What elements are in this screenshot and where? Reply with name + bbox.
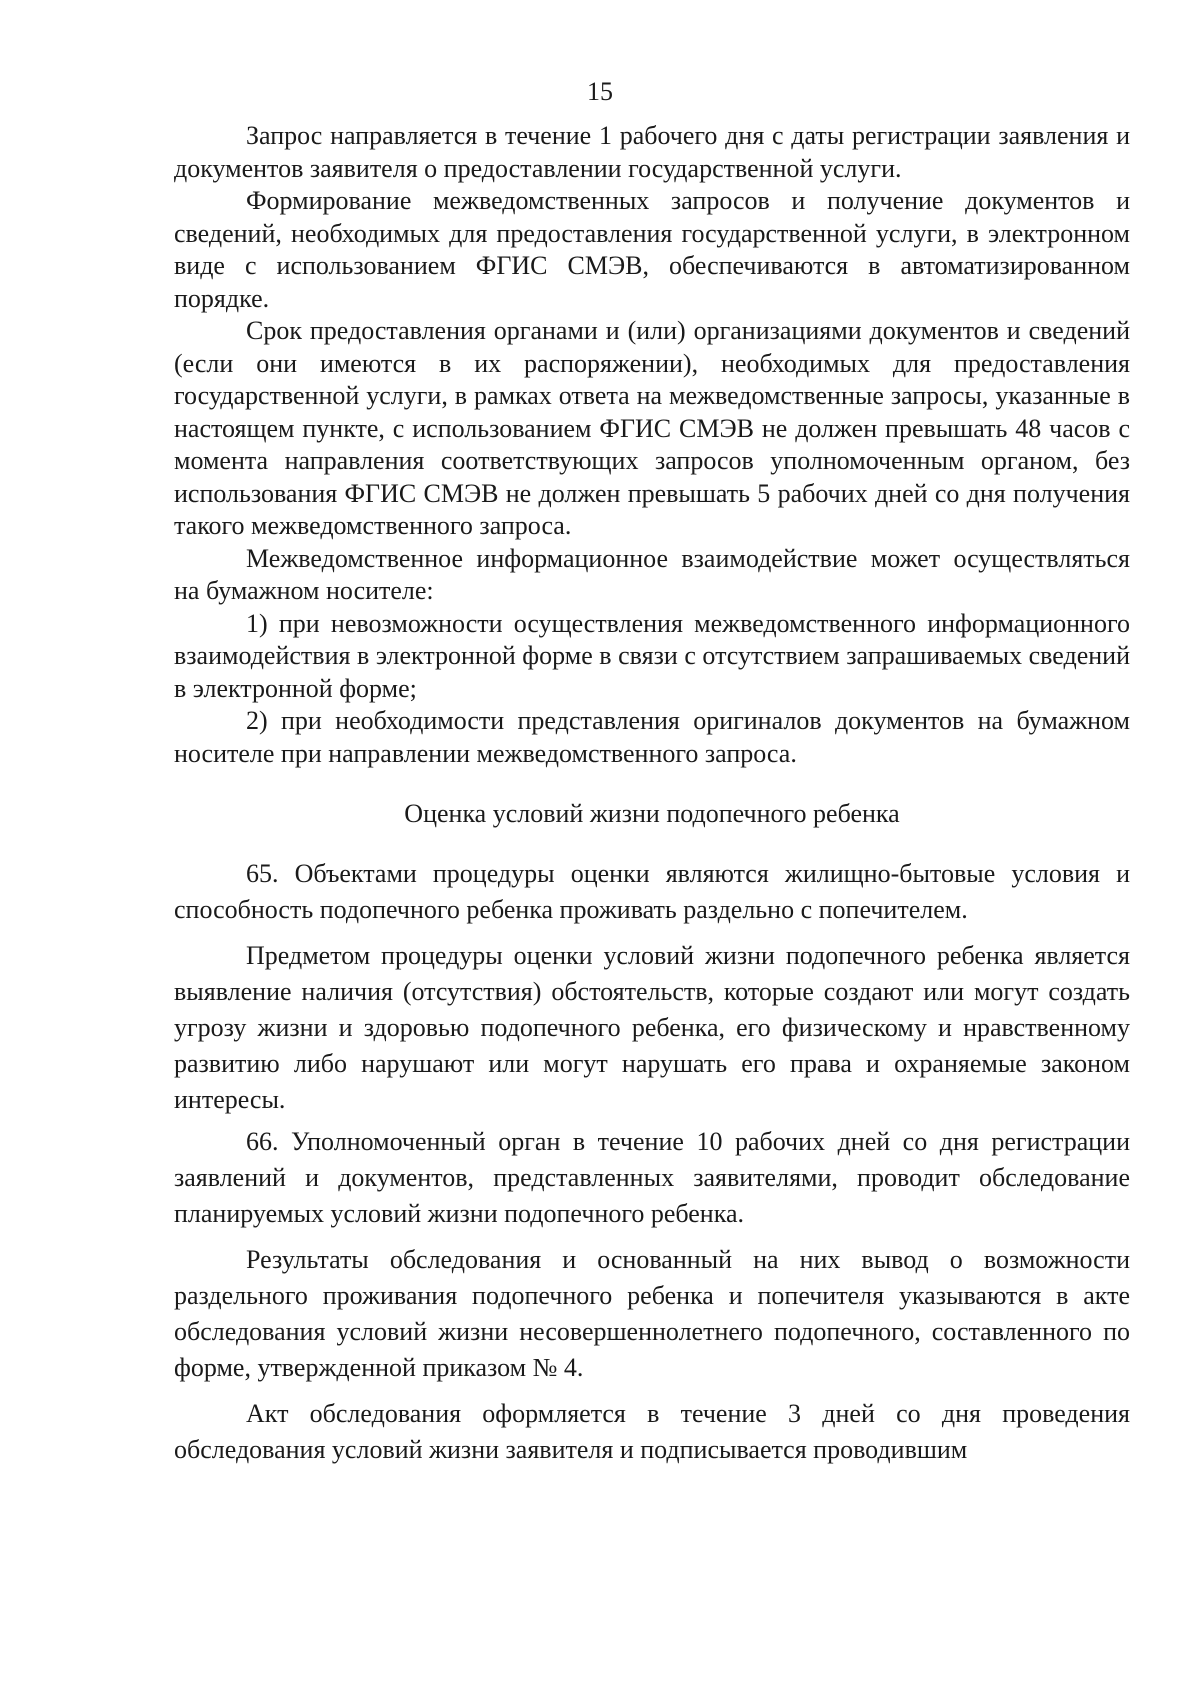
- paragraph: Запрос направляется в течение 1 рабочего дня с даты регистрации заявления и документов заявителя о предоставлении государственной услуги.: [174, 121, 1130, 183]
- paragraph: 66. Уполномоченный орган в течение 10 рабочих дней со дня регистрации заявлений и документов, представленных заявителями, проводит обследование планируемых условий жизни подопечного ребенка.: [174, 1127, 1130, 1228]
- paragraph: Формирование межведомственных запросов и получение документов и сведений, необходимых для предоставления государственной услуги, в электронном виде с использованием ФГИС СМЭВ, обеспечиваются в автоматизированном порядке.: [174, 186, 1130, 313]
- list-item: 2) при необходимости представления оригиналов документов на бумажном носителе при направлении межведомственного запроса.: [174, 706, 1130, 768]
- paragraph: Акт обследования оформляется в течение 3 дней со дня проведения обследования условий жизни заявителя и подписывается проводившим: [174, 1399, 1130, 1464]
- paragraph: Межведомственное информационное взаимодействие может осуществляться на бумажном носителе:: [174, 543, 1130, 605]
- paragraph: 65. Объектами процедуры оценки являются жилищно-бытовые условия и способность подопечного ребенка проживать раздельно с попечителем.: [174, 859, 1130, 924]
- interagency-request-section: [174, 120, 1130, 770]
- document-body: [174, 120, 1130, 1468]
- section-heading: Оценка условий жизни подопечного ребенка: [404, 799, 900, 828]
- paragraph: Результаты обследования и основанный на них вывод о возможности раздельного проживания подопечного ребенка и попечителя указываются в акте обследования условий жизни несовершеннолетнего подопечного, составленного по форме, утвержденной приказом № 4.: [174, 1245, 1130, 1382]
- paragraph: Предметом процедуры оценки условий жизни подопечного ребенка является выявление наличия (отсутствия) обстоятельств, которые создают или могут создать угрозу жизни и здоровью подопечного ребенка, его физическому и нравственному развитию либо нарушают или могут нарушать его права и охраняемые законом интересы.: [174, 941, 1130, 1114]
- page-number: 15: [587, 77, 613, 106]
- list-item: 1) при невозможности осуществления межведомственного информационного взаимодействия в электронной форме в связи с отсутствием запрашиваемых сведений в электронной форме;: [174, 608, 1130, 703]
- living-conditions-section: [174, 856, 1130, 1468]
- paragraph: Срок предоставления органами и (или) организациями документов и сведений (если они имеются в их распоряжении), необходимых для предоставления государственной услуги, в рамках ответа на межведомственные запросы, указанные в настоящем пункте, с использованием ФГИС СМЭВ не должен превышать 48 часов с момента направления соответствующих запросов уполномоченным органом, без использования ФГИС СМЭВ не должен превышать 5 рабочих дней со дня получения такого межведомственного запроса.: [174, 316, 1130, 540]
